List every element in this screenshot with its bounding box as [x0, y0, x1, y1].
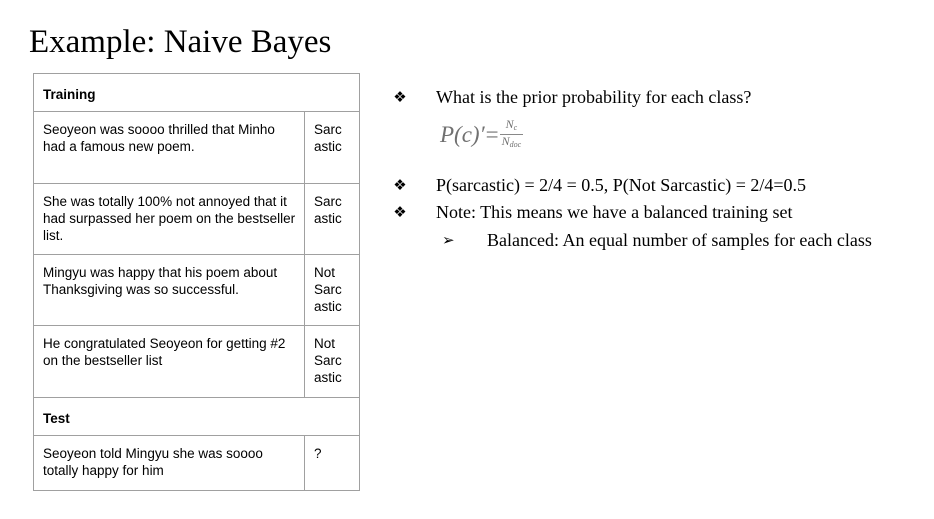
training-label-cell: Sarc astic [305, 112, 360, 184]
prior-formula [440, 118, 523, 151]
naive-bayes-table [33, 73, 360, 491]
training-text-cell: She was totally 100% not annoyed that it had surpassed her poem on the bestseller list. [34, 184, 305, 255]
table-row [34, 326, 360, 398]
training-header-row [34, 74, 360, 112]
training-text-cell: Seoyeon was soooo thrilled that Minho had a famous new poem. [34, 112, 305, 184]
training-label-cell: Not Sarc astic [305, 255, 360, 326]
diamond-bullet-icon: ❖ [393, 176, 407, 194]
note-text: Note: This means we have a balanced training set [436, 202, 793, 222]
formula-numerator: N [505, 117, 514, 131]
diamond-bullet-icon: ❖ [393, 203, 407, 221]
training-header: Training [34, 74, 360, 112]
formula-denominator-sub: doc [509, 140, 522, 149]
sub-note-text: Balanced: An equal number of samples for each class [487, 230, 872, 250]
training-text-cell: Mingyu was happy that his poem about Thanksgiving was so successful. [34, 255, 305, 326]
training-text-cell: He congratulated Seoyeon for getting #2 on the bestseller list [34, 326, 305, 398]
training-label-cell: Sarc astic [305, 184, 360, 255]
test-label-cell: ? [305, 436, 360, 491]
test-header: Test [34, 398, 360, 436]
question-text: What is the prior probability for each class? [436, 87, 752, 107]
formula-lhs: P(c)′ [440, 122, 485, 147]
training-label-cell: Not Sarc astic [305, 326, 360, 398]
table-row [34, 436, 360, 491]
formula-fraction [500, 118, 524, 151]
formula-equals: = [485, 122, 499, 147]
formula-numerator-sub: c [513, 123, 518, 132]
formula-denominator: N [501, 134, 510, 148]
table-row [34, 184, 360, 255]
answer-text: P(sarcastic) = 2/4 = 0.5, P(Not Sarcastic) = 2/4=0.5 [436, 175, 807, 195]
table-row [34, 112, 360, 184]
table-row [34, 255, 360, 326]
test-header-row [34, 398, 360, 436]
arrow-bullet-icon: ➢ [442, 231, 455, 249]
test-text-cell: Seoyeon told Mingyu she was soooo totally happy for him [34, 436, 305, 491]
diamond-bullet-icon: ❖ [393, 88, 407, 106]
slide-title: Example: Naive Bayes [29, 24, 332, 60]
